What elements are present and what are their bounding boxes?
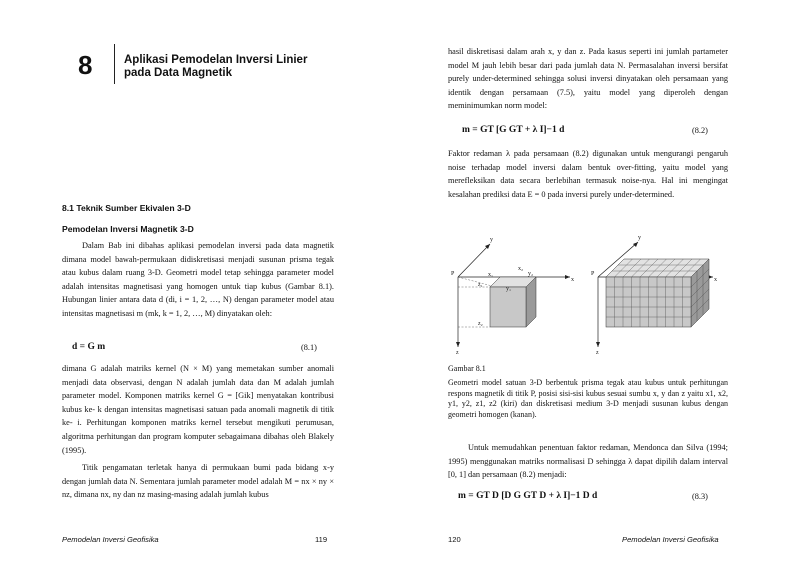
left-footer-title: Pemodelan Inversi Geofisika bbox=[62, 535, 159, 544]
grid-label-y: y bbox=[638, 235, 641, 241]
grid-y-arrow-icon bbox=[633, 242, 638, 247]
label-z1: z₁ bbox=[478, 282, 483, 288]
label-y2: y₂ bbox=[528, 271, 534, 277]
left-page-number: 119 bbox=[315, 535, 328, 544]
figure-left-unit-prism bbox=[451, 237, 574, 356]
chapter-title-line1: Aplikasi Pemodelan Inversi Linier bbox=[124, 54, 308, 66]
label-z: z bbox=[456, 350, 459, 356]
grid-label-z: z bbox=[596, 350, 599, 356]
equation-8-3-number: (8.3) bbox=[692, 492, 708, 501]
y-axis-line bbox=[458, 244, 490, 277]
subsection-heading: Pemodelan Inversi Magnetik 3-D bbox=[62, 224, 194, 234]
equation-8-2-number: (8.2) bbox=[692, 126, 708, 135]
label-z2: z₂ bbox=[478, 321, 483, 327]
equation-8-1-number: (8.1) bbox=[301, 343, 317, 352]
figure-caption-title: Gambar 8.1 bbox=[448, 364, 486, 373]
equation-8-2: m = GT [G GT + λ I]−1 d bbox=[462, 125, 565, 135]
equation-8-3: m = GT D [D G GT D + λ I]−1 D d bbox=[458, 491, 598, 501]
left-paragraph-1: Dalam Bab ini dibahas aplikasi pemodelan inversi pada data magnetik dimana model bawah-permukaan didiskretisasi menjadi susunan prisma tegak atau kubus dalam ruang 3-D. Geometri model tetap sehingga parameter model adalah intensitas magnetisasi yang homogen untuk tiap kubus (Gambar 8.1). Hubungan linier antara data d (di, i = 1, 2, …, N) dengan parameter model atau intensitas magnetisasi m (mk, k = 1, 2, …, M) dinyatakan oleh: bbox=[62, 241, 334, 318]
figure-right-grid bbox=[591, 235, 717, 356]
chapter-title bbox=[124, 54, 307, 80]
label-x2: x₂ bbox=[518, 266, 524, 272]
chapter-title-line2: pada Data Magnetik bbox=[124, 67, 232, 79]
label-y: y bbox=[490, 237, 493, 243]
left-paragraph-3: Titik pengamatan terletak hanya di permukaan bumi pada bidang x-y dengan jumlah data N. Sementara jumlah parameter model adalah M = nx × ny × nz, dimana nx, ny dan nz masing-masing adalah jumlah kubus bbox=[62, 463, 334, 500]
equation-8-1: d = G m bbox=[72, 342, 106, 352]
label-x1: x₁ bbox=[488, 272, 494, 278]
grid-label-p: P bbox=[591, 271, 595, 277]
prism-front-face bbox=[490, 287, 526, 327]
left-paragraph-2: dimana G adalah matriks kernel (N × M) yang memetakan sumber anomali menjadi data observasi, dengan N adalah jumlah data dan M adalah jumlah parameter model. Komponen matriks kernel G = [Gik] menyatakan kontribusi kubus ke- k dengan intensitas magnetisasi satuan pada anomali magnetik di titik ke- i. Perhitungan komponen matriks kernel tersebut mengikuti perumusan, algoritma perhitungan dan program komputer sebagaimana dibahas oleh Blakely (1995). bbox=[62, 364, 334, 455]
right-page-number: 120 bbox=[448, 535, 461, 544]
z-arrow-icon bbox=[456, 342, 460, 347]
ray-line bbox=[458, 277, 496, 287]
label-y1: y₁ bbox=[506, 286, 512, 292]
figure-caption: Geometri model satuan 3-D berbentuk prisma tegak atau kubus untuk perhitungan respons magnetik di titik P, posisi sisi-sisi kubus sesuai sumbu x, y dan z yaitu x1, x2, y1, y2, z1, z2 (kiri) dan diskretisasi medium 3-D menjadi susunan kubus dengan geometri homogen (kanan). bbox=[448, 378, 728, 419]
label-p: P bbox=[451, 271, 455, 277]
chapter-number: 8 bbox=[78, 50, 93, 80]
right-paragraph-1: hasil diskretisasi dalam arah x, y dan z. Pada kasus seperti ini jumlah partameter model M jauh lebih besar dari pada jumlah data N. Permasalahan inversi bersifat purely under-determined sehingga solusi inversi dinyatakan oleh persamaan yang identik dengan persamaan (7.5), yaitu model yang diperoleh dengan meminimumkan norm model: bbox=[448, 47, 728, 111]
section-heading: 8.1 Teknik Sumber Ekivalen 3-D bbox=[62, 203, 191, 213]
figure-8-1 bbox=[448, 232, 738, 360]
right-paragraph-3: Untuk memudahkan penentuan faktor redaman, Mendonca dan Silva (1994; 1995) menggunakan matriks normalisasi D sehingga λ dapat dipilih dalam interval [0, 1] dan persamaan (8.2) menjadi: bbox=[448, 443, 728, 480]
grid-z-arrow-icon bbox=[596, 342, 600, 347]
grid-label-x: x bbox=[714, 277, 717, 283]
label-x: x bbox=[571, 277, 574, 283]
right-paragraph-2: Faktor redaman λ pada persamaan (8.2) digunakan untuk mengurangi pengaruh noise terhadap model inversi dalam bentuk over-fitting, yaitu model yang merefleksikan data secara berlebihan termasuk noise-nya. Hal ini mengingat kesalahan prediksi data E = 0 pada inversi purely under-determined. bbox=[448, 149, 728, 199]
x-arrow-icon bbox=[565, 275, 570, 279]
chapter-divider bbox=[114, 44, 115, 84]
right-footer-title: Pemodelan Inversi Geofisika bbox=[622, 535, 719, 544]
